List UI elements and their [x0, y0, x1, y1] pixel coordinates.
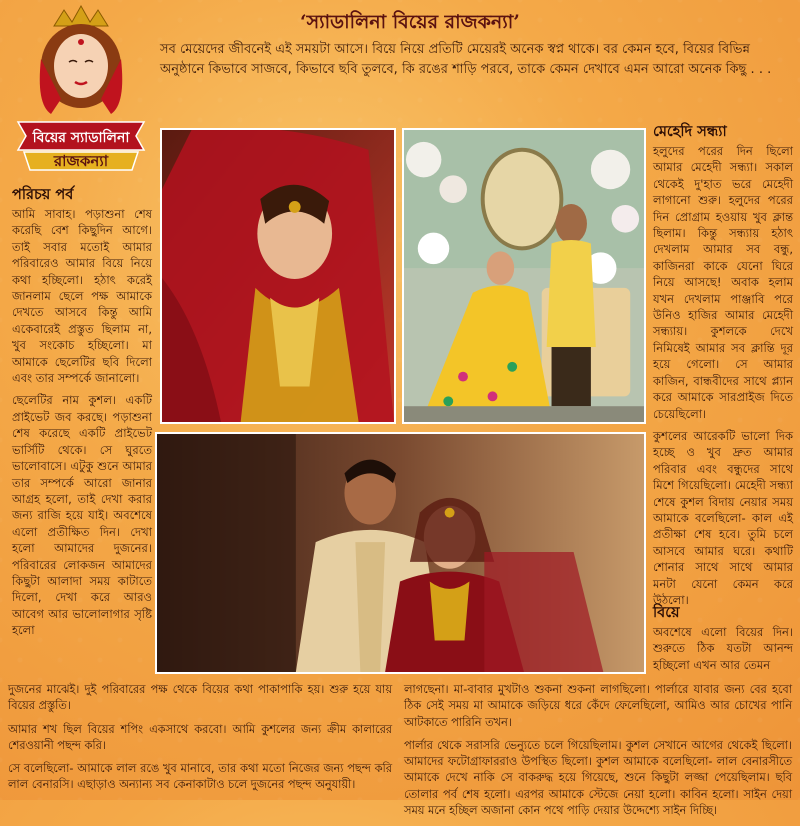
column-right	[653, 143, 793, 614]
bottom-left-paragraph-1: দুজনের মাঝেই। দুই পরিবারের পক্ষ থেকে বিয়ের কথা পাকাপাকি হয়। শুরু হয়ে যায় বিয়ের প্রস্তুতি।	[8, 683, 392, 713]
wedding-paragraph-1: অবশেষে এলো বিয়ের দিন। শুরুতে ঠিক যতটা আনন্দ হচ্ছিলো এখন আর তেমন	[653, 625, 793, 672]
magazine-logo	[6, 4, 156, 174]
bottom-left-text	[8, 682, 392, 801]
bottom-right-paragraph-1: লাগছেনা। মা-বাবার মুখটাও শুকনা শুকনা লাগছিলো। পার্লারে যাবার জন্য বের হবো ঠিক সেই সময় মা আমাকে জড়িয়ে ধরে কেঁদে ফেলেছিলো, আমিও আর চোখের পানি আটকাতে পারিনি তখন।	[404, 683, 792, 729]
mehendi-paragraph-1: হলুদের পরের দিন ছিলো আমার মেহেদী সন্ধ্যা। সকাল থেকেই দু'হাত ভরে মেহেদী লাগানো শুরু। হলুদের পরের দিন প্রোগ্রাম হওয়ায় খুব ক্লান্ত ছিলাম। কিন্তু সন্ধ্যায় হঠাৎ দেখলাম আমার সব বন্ধু, কাজিনরা কাকে যেনো ঘিরে নিয়ে আসছে! অবাক হলাম যখন দেখলাম পাঞ্জাবি পরে উনিও হাজির আমার মেহেদী সন্ধ্যায়। কুশলকে দেখে নিমিষেই আমার সব ক্লান্তি দূর হয়ে গেলো। সে আমার কাজিন, বান্ধবীদের সাথে প্ল্যান করে আমাকে সারপ্রাইজ দিতে চেয়েছিলো।	[653, 144, 793, 421]
logo-line2: রাজকন্যা	[53, 152, 109, 170]
page-title: ‘স্যাডালিনা বিয়ের রাজকন্যা’	[300, 11, 520, 33]
bottom-left-paragraph-3: সে বলেছিলো- আমাকে লাল রঙে খুব মানাবে, তার কথা মতো নিজের জন্য পছন্দ করি লাল বেনারসি। এছাড়াও অন্যান্য সব কেনাকাটাও চলে দুজনের পছন্দ অনুযায়ী।	[8, 762, 392, 792]
intro-part-paragraph-2: ছেলেটির নাম কুশল। একটি প্রাইভেট জব করছে। পড়াশুনা শেষ করেছে একটি প্রাইভেট ভার্সিটি থেকে। সে ঘুরতে ভালোবাসে। এটুকু শুনে আমার তার সম্পর্কে আরো জানার আগ্রহ হলো, তাই দেখা করার জন্য রাজি হয়ে যাই। অবশেষে এলো প্রতীক্ষিত দিন। দেখা হলো আমাদের দুজনের। পরিবারের লোকজন আমাদের কিছুটা আলাদা সময় কাটাতে দিলো, দেখা করে আরও আবেগ আর ভালোলাগার সৃষ্টি হলো	[12, 393, 152, 638]
mehendi-couple-photo	[402, 128, 646, 424]
bottom-right-text	[404, 682, 792, 826]
column-right-wedding	[653, 624, 793, 679]
logo-line1: বিয়ের স্যাডালিনা	[32, 130, 130, 146]
mehendi-paragraph-2: কুশলের আরেকটি ভালো দিক হচ্ছে ও খুব দ্রুত আমার পরিবার এবং বন্ধুদের সাথে মিশে গিয়েছিলো। মেহেদী সন্ধ্যা শেষে কুশল বিদায় নেয়ার সময় আমাকে বলেছিলো- কাল এই প্রতীক্ষা শেষ হবে। তুমি চলে আসবে আমার ঘরে। কথাটি শোনার সাথে সাথে আমার মনটা যেনো কেমন করে উঠলো।	[653, 428, 793, 607]
bottom-left-paragraph-2: আমার শখ ছিল বিয়ের শপিং একসাথে করবো। আমি কুশলের জন্য ক্রীম কালারের শেরওয়ানী পছন্দ করি।	[8, 722, 392, 752]
section-heading-wedding: বিয়ে	[653, 604, 680, 621]
bride-veil-photo	[160, 128, 396, 424]
intro-part-paragraph-1: আমি সাবাহ। পড়াশুনা শেষ করেছি বেশ কিছুদিন আগে। তাই সবার মতোই আমার পরিবারেও আমার বিয়ে নিয়ে কথা হচ্ছিলো। হঠাৎ করেই জানলাম ছেলে পক্ষ আমাকে দেখতে আসবে কিন্তু আমি একেবারেই প্রস্তুত ছিলাম না, খুব সংকোচ হচ্ছিলো। মা আমাকে ছেলেটির ছবি দিলো এবং তার সম্পর্কে জানালো।	[12, 207, 152, 386]
bottom-right-paragraph-2: পার্লার থেকে সরাসরি ভেন্যুতে চলে গিয়েছিলাম। কুশল সেখানে আগের থেকেই ছিলো। আমাদের ফটোগ্রাফাররাও উপস্থিত ছিলো। কুশল আমাকে বলেছিলো- লাল বেনারসীতে আমাকে দেখে নাকি সে বাকরুদ্ধ হয়ে গিয়েছে, শুনে কিছুটা লজ্জা পেয়েছিলাম। ছবি তোলার পর্ব শেষ হলো। এরপর আমাকে স্টেজে নেয়া হলো। কাবিন হলো। সাইন দেয়া সময় মনে হচ্ছিল অজানা কোন পথে পাড়ি দেয়ার উদ্দেশ্যে সাইন দিচ্ছি।	[404, 738, 792, 818]
intro-paragraph: সব মেয়েদের জীবনেই এই সময়টা আসে। বিয়ে নিয়ে প্রতিটি মেয়েরই অনেক স্বপ্ন থাকে। বর কেমন হবে, বিয়ের বিভিন্ন অনুষ্ঠানে কিভাবে সাজবে, কিভাবে ছবি তুলবে, কি রঙের শাড়ি পরবে, তাকে কেমন দেখাবে এমন আরো অনেক কিছু . . .	[160, 42, 772, 77]
couple-wedding-photo	[155, 432, 646, 674]
section-heading-mehendi: মেহেদি সন্ধ্যা	[653, 123, 727, 140]
column-left	[12, 206, 152, 645]
section-heading-intro: পরিচয় পর্ব	[12, 186, 74, 203]
